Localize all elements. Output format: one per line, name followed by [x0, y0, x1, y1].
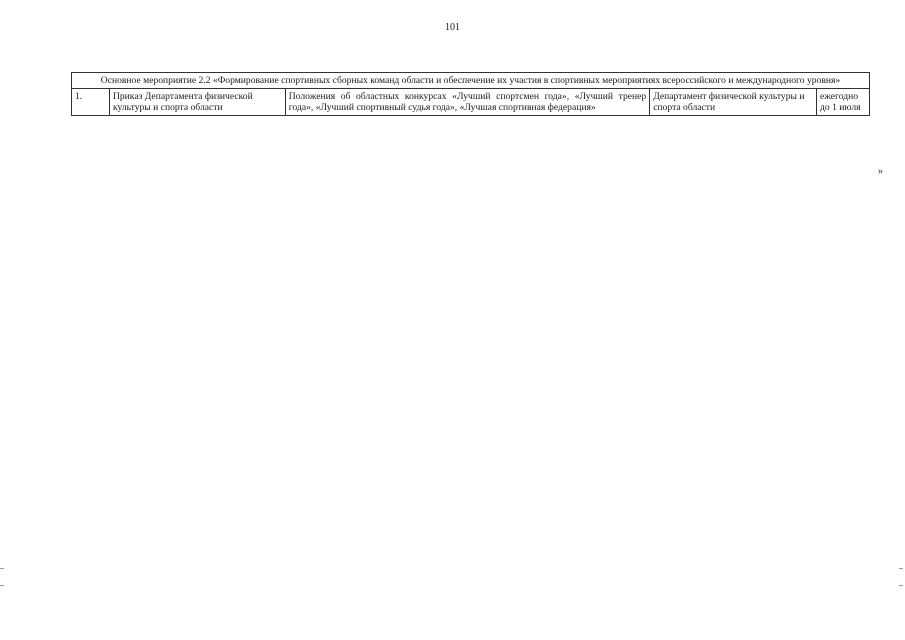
document-title-cell: Положения об областных конкурсах «Лучший спортсмен года», «Лучший тренер года», «Лучший спортивный судья года», «Лучшая спортивная федерация»	[285, 88, 649, 115]
measures-table	[71, 72, 870, 116]
responsible-cell: Департамент физической культуры и спорта области	[650, 88, 817, 115]
table-row	[72, 88, 870, 115]
edge-mark-left-2	[0, 585, 4, 586]
edge-mark-left-1	[0, 568, 4, 569]
document-type-cell: Приказ Департамента физической культуры и спорта области	[109, 88, 285, 115]
row-number-cell: 1.	[72, 88, 110, 115]
closing-quote: »	[878, 166, 883, 177]
edge-mark-right-2	[899, 585, 903, 586]
section-header-row	[72, 73, 870, 89]
page-number: 101	[445, 22, 460, 33]
deadline-cell: ежегодно до 1 июля	[817, 88, 870, 115]
section-title: Основное мероприятие 2.2 «Формирование спортивных сборных команд области и обеспечение их участия в спортивных мероприятиях всероссийского и международного уровня»	[72, 73, 870, 89]
edge-mark-right-1	[899, 568, 903, 569]
